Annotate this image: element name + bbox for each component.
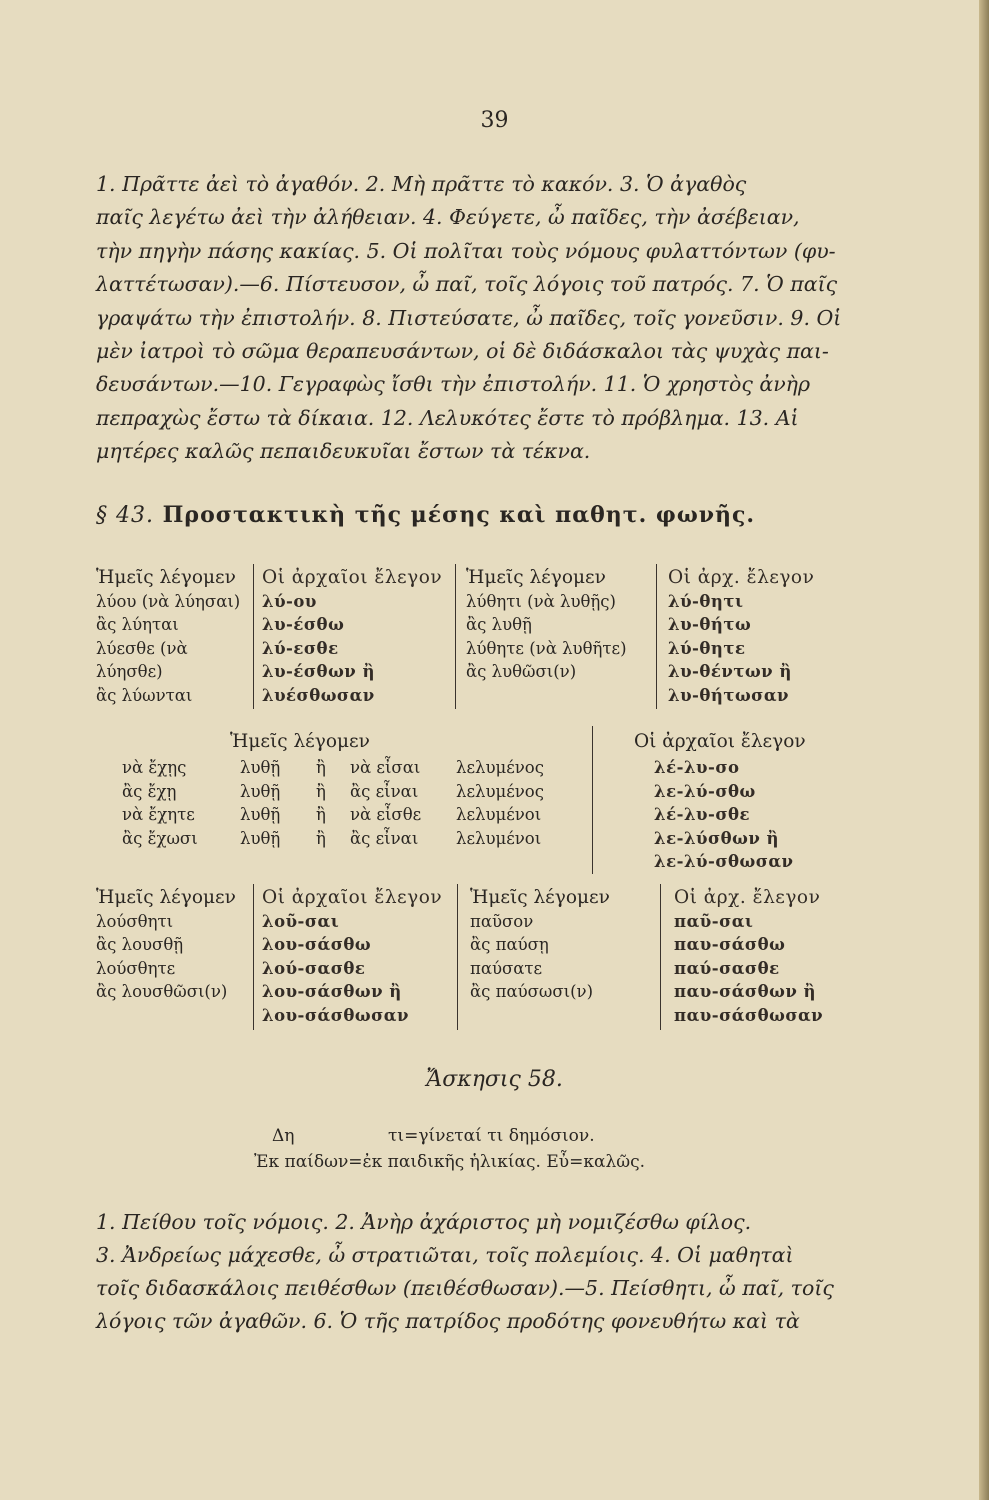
column-divider bbox=[253, 884, 254, 1030]
table-cell: ἂς ἔχωσι bbox=[122, 828, 198, 848]
table-cell: λού-σασθε bbox=[262, 958, 366, 978]
table-cell: λούσθητι bbox=[96, 911, 174, 931]
column-header: Ἡμεῖς λέγομεν bbox=[96, 567, 236, 588]
table-cell: ἂς εἶναι bbox=[350, 828, 419, 848]
column-divider bbox=[457, 884, 458, 1030]
table-cell: λέ-λυ-σθε bbox=[654, 805, 751, 824]
table-cell: παυ-σάσθω bbox=[674, 935, 786, 954]
text-line: 1. Πείθου τοῖς νόμοις. 2. Ἀνὴρ ἀχάριστος μὴ νομιζέσθω φίλος. bbox=[96, 1210, 752, 1234]
table-cell: λυ-θέντων ἢ bbox=[668, 662, 792, 681]
table-cell: λυθῇ bbox=[240, 758, 281, 777]
table-cell: λελυμένος bbox=[456, 758, 544, 777]
table-cell: ἂς παύσῃ bbox=[470, 935, 549, 954]
table-cell: ἂς λύωνται bbox=[96, 685, 193, 705]
section-heading bbox=[96, 502, 866, 528]
section-number: § 43. bbox=[96, 503, 154, 528]
table3-modern-active bbox=[470, 886, 650, 1004]
text-line: πεπραχὼς ἔστω τὰ δίκαια. 12. Λελυκότες ἔστε τὸ πρόβλημα. 13. Αἱ bbox=[96, 405, 799, 430]
table1-ancient-passive bbox=[668, 566, 858, 707]
table-cell: ἂς λυθῶσι(ν) bbox=[466, 662, 577, 681]
column-header: Οἱ ἀρχ. ἔλεγον bbox=[674, 887, 821, 908]
gloss-line2: Ἐκ παίδων=ἐκ παιδικῆς ἡλικίας. Εὖ=καλῶς. bbox=[254, 1152, 646, 1172]
table-cell: νὰ ἔχητε bbox=[122, 805, 195, 824]
table-cell: λέ-λυ-σο bbox=[654, 758, 740, 777]
table-cell: λελυμένοι bbox=[456, 828, 542, 848]
table-cell: ἂς λυθῇ bbox=[466, 615, 532, 634]
table2-header-ancient bbox=[634, 730, 806, 754]
column-header: Ἡμεῖς λέγομεν bbox=[466, 567, 606, 588]
page-number: 39 bbox=[480, 108, 509, 133]
table-cell: λυθῇ bbox=[240, 828, 281, 848]
table2-col-a bbox=[122, 756, 232, 850]
table-cell: ἂς ἔχῃ bbox=[122, 781, 177, 801]
text-line: τοῖς διδασκάλοις πειθέσθων (πειθέσθωσαν).—5. Πείσθητι, ὦ παῖ, τοῖς bbox=[96, 1276, 834, 1300]
table-cell: ἢ bbox=[316, 781, 326, 801]
table-cell: παυ-σάσθωσαν bbox=[674, 1005, 824, 1025]
table-cell: λύεσθε (νὰ λύησθε) bbox=[96, 638, 188, 681]
exercise-title: Ἄσκησις 58. bbox=[426, 1067, 563, 1092]
table-cell: ἢ bbox=[316, 805, 326, 824]
table-cell: ἂς λουσθῶσι(ν) bbox=[96, 982, 228, 1001]
table-cell: ἂς παύσωσι(ν) bbox=[470, 982, 594, 1001]
table-cell: νὰ ἔχῃς bbox=[122, 758, 187, 777]
table-cell: ἂς λύηται bbox=[96, 615, 179, 634]
table-cell: ἢ bbox=[316, 758, 326, 777]
page-edge bbox=[979, 0, 989, 1500]
column-divider bbox=[455, 564, 456, 709]
column-header: Οἱ ἀρχαῖοι ἔλεγον bbox=[634, 731, 806, 752]
table-cell: λύθητι (νὰ λυθῇς) bbox=[466, 591, 616, 611]
table-cell: λύθητε (νὰ λυθῆτε) bbox=[466, 638, 627, 658]
table-cell: λυ-έσθων ἢ bbox=[262, 662, 375, 681]
table1-modern-passive bbox=[466, 566, 648, 684]
table2-col-c bbox=[316, 756, 340, 850]
table-cell: λούσθητε bbox=[96, 958, 176, 978]
table-cell: λου-σάσθωσαν bbox=[262, 1005, 409, 1025]
column-divider bbox=[253, 564, 254, 709]
table-cell: λελυμένος bbox=[456, 781, 544, 801]
table-cell: λου-σάσθω bbox=[262, 935, 372, 954]
table-cell: ἂς εἶναι bbox=[350, 781, 419, 801]
table2-header-modern bbox=[230, 730, 370, 754]
table-cell: λύ-θητι bbox=[668, 591, 744, 611]
text-line: λόγοις τῶν ἀγαθῶν. 6. Ὁ τῆς πατρίδος προδότης φονευθήτω καὶ τὰ bbox=[96, 1309, 800, 1333]
table-cell: λου-σάσθων ἢ bbox=[262, 982, 402, 1001]
text-line: τὴν πηγὴν πάσης κακίας. 5. Οἱ πολῖται τοὺς νόμους φυλαττόντων (φυ- bbox=[96, 238, 836, 263]
table-cell: λε-λύ-σθωσαν bbox=[654, 852, 794, 871]
column-divider bbox=[656, 564, 657, 709]
table-cell: λυθῇ bbox=[240, 781, 281, 801]
text-line: λαττέτωσαν).—6. Πίστευσον, ὦ παῖ, τοῖς λόγοις τοῦ πατρός. 7. Ὁ παῖς bbox=[96, 272, 838, 297]
table-cell: λοῦ-σαι bbox=[262, 911, 340, 931]
column-divider bbox=[592, 726, 593, 874]
table-cell: λυθῇ bbox=[240, 805, 281, 824]
table2-col-e bbox=[456, 756, 576, 850]
table-cell: ἂς λουσθῇ bbox=[96, 935, 184, 954]
table1-ancient-middle bbox=[262, 566, 450, 707]
column-header: Ἡμεῖς λέγομεν bbox=[96, 887, 236, 908]
table3-ancient-middle bbox=[262, 886, 452, 1027]
text-line: παῖς λεγέτω ἀεὶ τὴν ἀλήθειαν. 4. Φεύγετε, ὦ παῖδες, τὴν ἀσέβειαν, bbox=[96, 205, 800, 230]
table-cell: νὰ εἶσαι bbox=[350, 758, 421, 777]
table2-col-d bbox=[350, 756, 450, 850]
gloss-line1-left: Δη bbox=[272, 1126, 295, 1146]
text-line: 3. Ἀνδρείως μάχεσθε, ὦ στρατιῶται, τοῖς πολεμίοις. 4. Οἱ μαθηταὶ bbox=[96, 1243, 794, 1267]
paragraph-2 bbox=[96, 1206, 866, 1338]
table-cell: λυ-έσθω bbox=[262, 615, 345, 634]
table-cell: παῦ-σαι bbox=[674, 911, 754, 931]
table2-ancient-forms bbox=[654, 756, 854, 874]
table-cell: παῦσον bbox=[470, 911, 534, 931]
table-cell: λύ-θητε bbox=[668, 638, 746, 658]
table-cell: λύου (νὰ λύησαι) bbox=[96, 591, 241, 611]
table-cell: παύσατε bbox=[470, 958, 543, 978]
table-cell: λύ-ου bbox=[262, 591, 317, 611]
table-cell: λύ-εσθε bbox=[262, 638, 339, 658]
table-cell: λυ-θήτω bbox=[668, 615, 752, 634]
column-header: Οἱ ἀρχαῖοι ἔλεγον bbox=[262, 887, 443, 908]
paragraph-1 bbox=[96, 168, 866, 469]
table-cell: λε-λύσθων ἢ bbox=[654, 828, 780, 848]
table3-modern-middle bbox=[96, 886, 252, 1004]
text-line: γραψάτω τὴν ἐπιστολήν. 8. Πιστεύσατε, ὦ παῖδες, τοῖς γονεῦσιν. 9. Οἱ bbox=[96, 305, 842, 330]
table-cell: λελυμένοι bbox=[456, 805, 542, 824]
column-header: Ἡμεῖς λέγομεν bbox=[470, 887, 610, 908]
column-header: Οἱ ἀρχαῖοι ἔλεγον bbox=[262, 567, 443, 588]
table-cell: παυ-σάσθων ἢ bbox=[674, 982, 817, 1001]
text-line: δευσάντων.—10. Γεγραφὼς ἴσθι τὴν ἐπιστολήν. 11. Ὁ χρηστὸς ἀνὴρ bbox=[96, 372, 811, 397]
table2-col-b bbox=[240, 756, 300, 850]
column-header: Ἡμεῖς λέγομεν bbox=[230, 731, 370, 752]
table3-ancient-active bbox=[674, 886, 864, 1027]
column-divider bbox=[660, 884, 661, 1030]
text-line: 1. Πρᾶττε ἀεὶ τὸ ἀγαθόν. 2. Μὴ πρᾶττε τὸ κακόν. 3. Ὁ ἀγαθὸς bbox=[96, 172, 747, 196]
table-cell: λε-λύ-σθω bbox=[654, 781, 756, 801]
section-title: Προστακτικὴ τῆς μέσης καὶ παθητ. φωνῆς. bbox=[162, 502, 756, 528]
text-line: μὲν ἰατροὶ τὸ σῶμα θεραπευσάντων, οἱ δὲ διδάσκαλοι τὰς ψυχὰς παι- bbox=[96, 339, 829, 364]
column-header: Οἱ ἀρχ. ἔλεγον bbox=[668, 567, 815, 588]
table-cell: παύ-σασθε bbox=[674, 958, 780, 978]
table1-modern-middle bbox=[96, 566, 252, 707]
table-cell: νὰ εἶσθε bbox=[350, 805, 422, 824]
table-cell: λυέσθωσαν bbox=[262, 685, 375, 705]
gloss-line1-right: τι=γίνεταί τι δημόσιον. bbox=[388, 1126, 595, 1146]
text-line: μητέρες καλῶς πεπαιδευκυῖαι ἔστων τὰ τέκνα. bbox=[96, 439, 591, 464]
table-cell: ἢ bbox=[316, 828, 326, 848]
table-cell: λυ-θήτωσαν bbox=[668, 685, 789, 705]
